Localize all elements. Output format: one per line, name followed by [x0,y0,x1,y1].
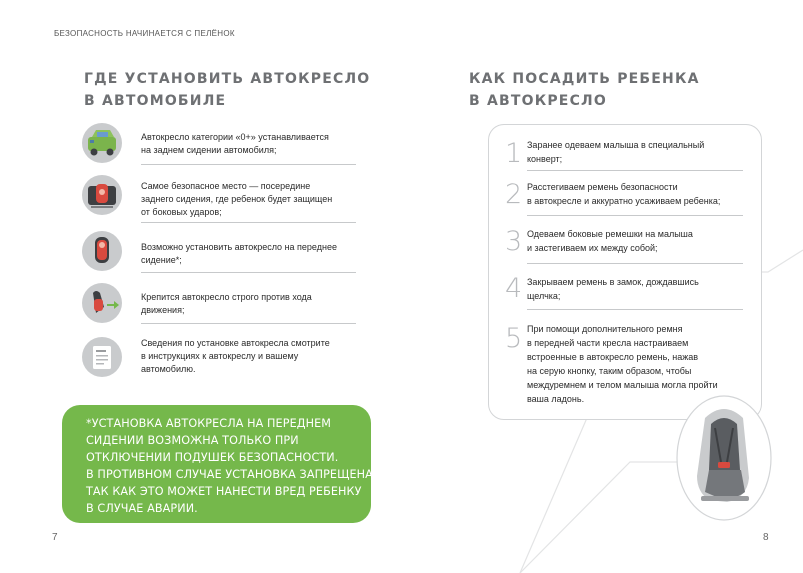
divider [141,164,356,165]
step-text [527,180,743,208]
step-line-text: и застегиваем их между собой; [527,243,658,253]
item-text [141,291,355,317]
right-title-line-2: В АВТОКРЕСЛО [469,93,607,109]
right-section-title [469,68,700,112]
step-line-text: Одеваем боковые ремешки на малыша [527,229,693,239]
manual-icon [82,337,122,377]
step-line-text: ваша ладонь. [527,394,585,404]
step-text [527,138,743,166]
steps-panel [488,124,762,420]
divider [527,170,743,171]
note-line: В СЛУЧАЕ АВАРИИ. [86,502,198,515]
step-line-text: конверт; [527,154,563,164]
item-line-text: Самое безопасное место — посередине [141,181,311,191]
page-number-left: 7 [52,532,58,543]
note-line: СИДЕНИИ ВОЗМОЖНА ТОЛЬКО ПРИ [86,434,299,447]
page-header: БЕЗОПАСНОСТЬ НАЧИНАЕТСЯ С ПЕЛЁНОК [54,29,235,38]
step-number: 2 [505,179,523,210]
list-item [82,231,357,279]
item-line-text: на заднем сидении автомобиля; [141,145,277,155]
step-line-text: в автокресле и аккуратно усаживаем ребенка; [527,196,721,206]
item-line-text: заднего сидения, где ребенок будет защищен [141,194,333,204]
item-line-text: в инструкциях к автокреслу и вашему [141,351,299,361]
step-line-text: Закрываем ремень в замок, дождавшись [527,277,699,287]
divider [527,215,743,216]
list-item [82,175,357,223]
item-text [141,337,355,376]
step-line-text: в передней части кресла настраиваем [527,338,689,348]
step-number: 1 [505,138,523,169]
item-line-text: от боковых ударов; [141,207,222,217]
left-title-line-2: В АВТОМОБИЛЕ [84,93,227,109]
warning-note [62,405,377,523]
page-number-right: 8 [763,532,769,543]
rear-seat-icon [82,175,122,215]
step-line-text: на серую кнопку, таким образом, чтобы [527,366,692,376]
step-number: 5 [505,323,523,354]
list-item [82,123,357,171]
list-item [82,283,357,331]
step-line-text: Расстегиваем ремень безопасности [527,182,678,192]
left-section-title [84,68,370,112]
step-line-text: встроенные в автокресло ремень, нажав [527,352,699,362]
warning-note-text [86,415,376,517]
step-line-text: Заранее одеваем малыша в специальный [527,140,705,150]
step-text [527,227,743,255]
note-line: ОТКЛЮЧЕНИИ ПОДУШЕК БЕЗОПАСНОСТИ. [86,451,339,464]
seat-direction-icon [82,283,122,323]
right-title-line-1: КАК ПОСАДИТЬ РЕБЕНКА [469,71,700,87]
note-line: ТАК КАК ЭТО МОЖЕТ НАНЕСТИ ВРЕД РЕБЕНКУ [86,485,362,498]
step-line-text: При помощи дополнительного ремня [527,324,683,334]
divider [527,263,743,264]
divider [527,309,743,310]
item-line-text: автомобилю. [141,364,196,374]
item-line-text: Сведения по установке автокресла смотрите [141,338,330,348]
item-text [141,131,355,157]
item-line-text: сидение*; [141,255,182,265]
item-line-text: Крепится автокресло строго против хода [141,292,312,302]
step-text [527,275,743,303]
item-line-text: Возможно установить автокресло на переднее [141,242,337,252]
left-title-line-1: ГДЕ УСТАНОВИТЬ АВТОКРЕСЛО [84,71,371,87]
step-line-text: междуремнем и телом малыша могла пройти [527,380,718,390]
note-line: *УСТАНОВКА АВТОКРЕСЛА НА ПЕРЕДНЕМ [86,417,332,430]
item-text [141,241,355,267]
car-seat-illustration [675,388,773,528]
item-line-text: движения; [141,305,185,315]
car-icon [82,123,122,163]
step-number: 3 [505,226,523,257]
divider [141,222,356,223]
step-number: 4 [505,273,523,304]
item-text [141,180,355,219]
note-line: В ПРОТИВНОМ СЛУЧАЕ УСТАНОВКА ЗАПРЕЩЕНА, [86,468,377,481]
divider [141,272,356,273]
list-item [82,337,357,385]
front-seat-icon [82,231,122,271]
divider [141,323,356,324]
step-line-text: щелчка; [527,291,561,301]
item-line-text: Автокресло категории «0+» устанавливается [141,132,329,142]
